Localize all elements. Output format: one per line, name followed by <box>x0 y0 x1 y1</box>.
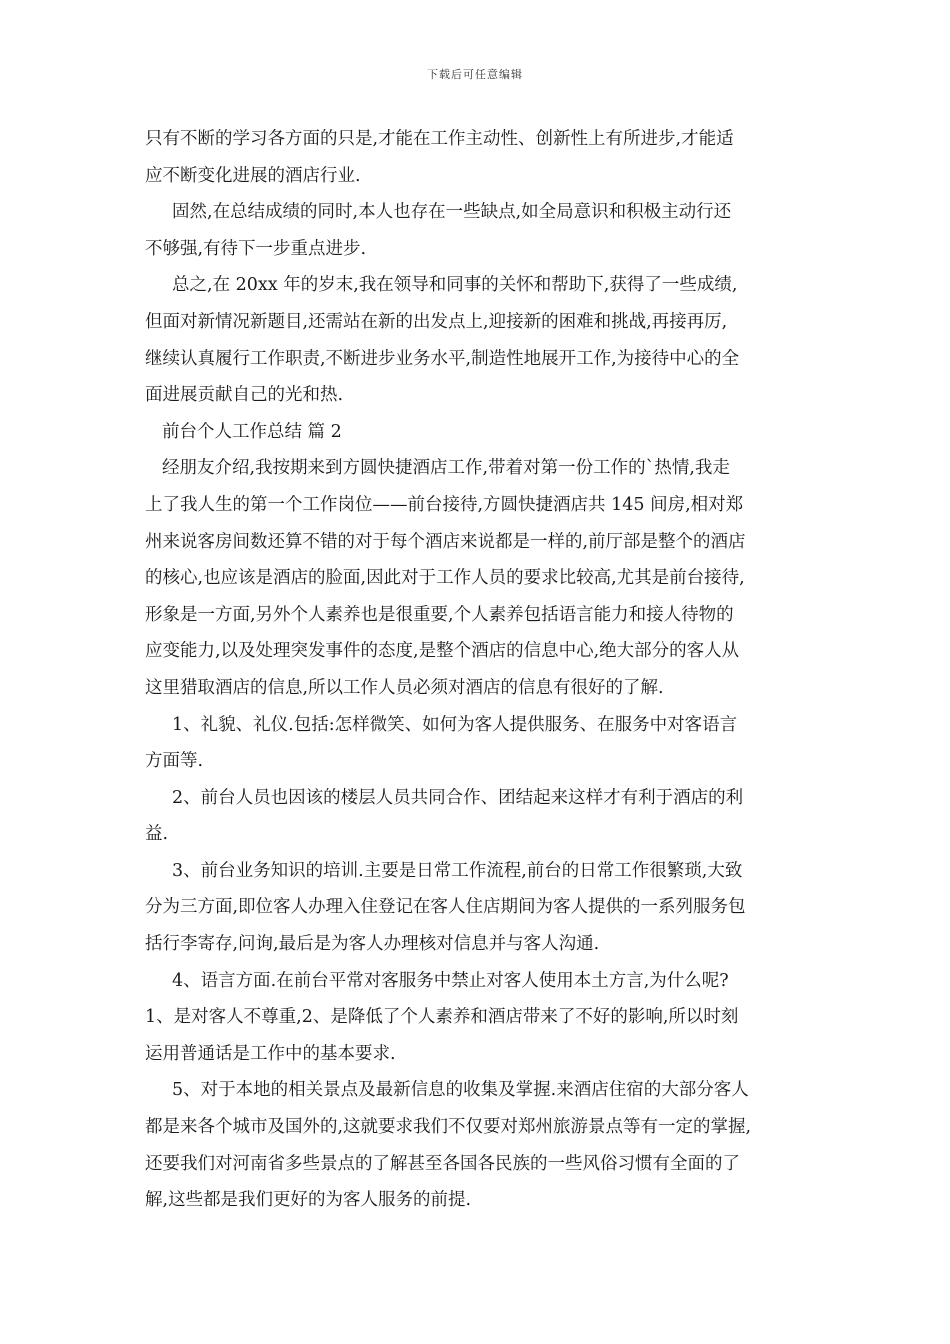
text-line: 上了我人生的第一个工作岗位——前台接待,方圆快捷酒店共 145 间房,相对郑 <box>145 494 744 515</box>
text-line: 5、对于本地的相关景点及最新信息的收集及掌握.来酒店住宿的大部分客人 <box>172 1080 749 1101</box>
text-line: 只有不断的学习各方面的只是,才能在工作主动性、创新性上有所进步,才能适 <box>145 129 734 149</box>
text-line: 继续认真履行工作职责,不断进步业务水平,制造性地展开工作,为接待中心的全 <box>145 348 740 369</box>
text-line: 括行李寄存,问询,最后是为客人办理核对信息并与客人沟通. <box>145 934 600 955</box>
text-line: 还要我们对河南省多些景点的了解甚至各国各民族的一些风俗习惯有全面的了 <box>145 1153 740 1174</box>
text-line: 州来说客房间数还算不错的对于每个酒店来说都是一样的,前厅部是整个的酒店 <box>145 531 746 552</box>
text-line: 2、前台人员也因该的楼层人员共同合作、团结起来这样才有利于酒店的利 <box>172 787 744 808</box>
text-line: 3、前台业务知识的培训.主要是日常工作流程,前台的日常工作很繁琐,大致 <box>172 860 743 881</box>
text-line: 这里猎取酒店的信息,所以工作人员必须对酒店的信息有很好的了解. <box>145 677 664 698</box>
text-line: 形象是一方面,另外个人素养也是很重要,个人素养包括语言能力和接人待物的 <box>145 604 734 625</box>
text-line: 运用普通话是工作中的基本要求. <box>145 1043 396 1064</box>
text-line: 益. <box>145 824 169 845</box>
text-line: 但面对新情况新题目,还需站在新的出发点上,迎接新的困难和挑战,再接再厉, <box>145 311 728 332</box>
text-line: 4、语言方面.在前台平常对客服务中禁止对客人使用本土方言,为什么呢? <box>172 970 729 991</box>
document-body <box>145 121 810 1219</box>
text-line: 1、是对客人不尊重,2、是降低了个人素养和酒店带来了不好的影响,所以时刻 <box>145 1007 739 1028</box>
text-line: 方面等. <box>145 751 204 772</box>
text-line: 1、礼貌、礼仪.包括:怎样微笑、如何为客人提供服务、在服务中对客语言 <box>172 714 738 735</box>
text-line: 应变能力,以及处理突发事件的态度,是整个酒店的信息中心,绝大部分的客人从 <box>145 641 740 662</box>
text-line: 前台个人工作总结 篇 2 <box>162 421 342 442</box>
text-line: 面进展贡献自己的光和热. <box>145 385 344 406</box>
text-line: 固然,在总结成绩的同时,本人也存在一些缺点,如全局意识和积极主动行还 <box>172 202 732 223</box>
text-line: 解,这些都是我们更好的为客人服务的前提. <box>145 1190 472 1211</box>
text-line: 不够强,有待下一步重点进步. <box>145 238 367 259</box>
text-line: 都是来各个城市及国外的,这就要求我们不仅要对郑州旅游景点等有一定的掌握, <box>145 1117 752 1138</box>
text-line: 经朋友介绍,我按期来到方圆快捷酒店工作,带着对第一份工作的`热情,我走 <box>162 458 730 479</box>
text-line: 的核心,也应该是酒店的脸面,因此对于工作人员的要求比较高,尤其是前台接待, <box>145 568 745 589</box>
text-line: 应不断变化进展的酒店行业. <box>145 165 361 186</box>
text-line: 总之,在 20xx 年的岁末,我在领导和同事的关怀和帮助下,获得了一些成绩, <box>172 275 738 296</box>
text-line: 分为三方面,即位客人办理入住登记在客人住店期间为客人提供的一系列服务包 <box>145 897 746 918</box>
page-header: 下载后可任意编辑 <box>427 68 523 81</box>
